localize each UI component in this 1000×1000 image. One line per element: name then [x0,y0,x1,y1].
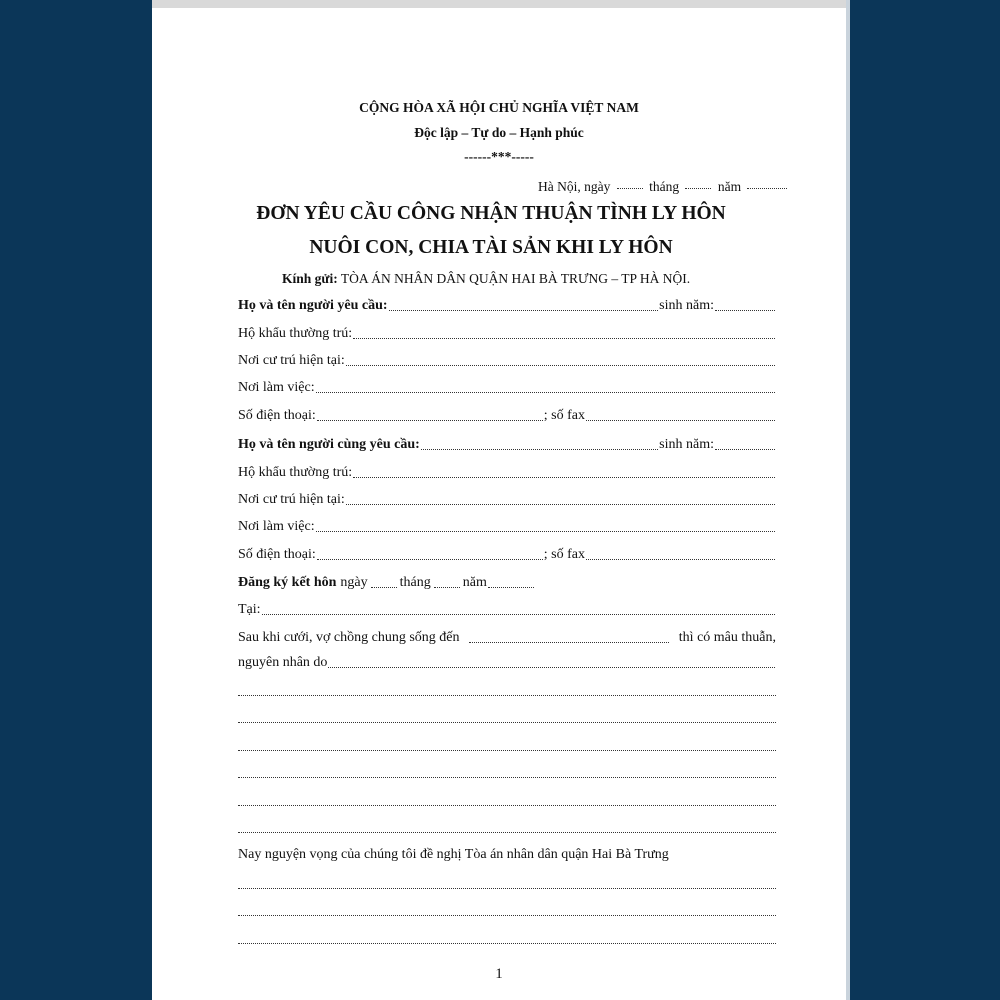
petitioner-birth-label: sinh năm: [659,298,714,313]
co-petitioner-work-label: Nơi làm việc: [238,519,315,534]
petitioner-birth-blank[interactable] [715,310,775,311]
petitioner-current-row [238,353,776,369]
co-petitioner-fax-blank[interactable] [586,559,775,560]
marriage-place-label: Tại: [238,602,261,617]
day-blank[interactable] [617,188,643,189]
marriage-month-blank[interactable] [434,587,460,588]
petitioner-fax-blank[interactable] [586,420,775,421]
petitioner-residence-label: Hộ khẩu thường trú: [238,326,353,341]
document-page [152,0,846,1000]
petitioner-name-label: Họ và tên người yêu cầu: [238,298,388,313]
year-blank[interactable] [747,188,787,189]
marriage-day-label: ngày [340,575,368,590]
place-date-prefix: Hà Nội, ngày [538,179,611,194]
co-petitioner-work-blank[interactable] [316,531,775,532]
month-blank[interactable] [685,188,711,189]
story-reason-row [238,655,776,671]
reason-line[interactable] [238,695,776,696]
request-line[interactable] [238,915,776,916]
page-number: 1 [495,966,503,982]
document-title-line1: ĐƠN YÊU CẦU CÔNG NHẬN THUẬN TÌNH LY HÔN [256,203,726,224]
marriage-label: Đăng ký kết hôn [238,575,337,590]
recipient-value: TÒA ÁN NHÂN DÂN QUẬN HAI BÀ TRƯNG – TP HÀ NỘI. [340,271,691,286]
marriage-place-row [238,602,776,618]
petitioner-work-blank[interactable] [316,392,775,393]
co-petitioner-current-label: Nơi cư trú hiện tại: [238,492,345,507]
co-petitioner-birth-blank[interactable] [715,449,775,450]
reason-line[interactable] [238,750,776,751]
request-text: Nay nguyện vọng của chúng tôi đề nghị Tòa án nhân dân quận Hai Bà Trưng [238,847,669,862]
page-edge [846,0,850,1000]
story-reason-blank[interactable] [328,667,775,668]
story-part3: nguyên nhân do [238,655,328,670]
marriage-row [238,575,535,591]
story-duration-blank[interactable] [469,642,668,643]
story-part1: Sau khi cưới, vợ chồng chung sống đến [238,630,460,645]
co-petitioner-current-blank[interactable] [346,504,775,505]
co-petitioner-residence-label: Hộ khẩu thường trú: [238,465,353,480]
co-petitioner-phone-blank[interactable] [317,559,543,560]
reason-line[interactable] [238,805,776,806]
petitioner-phone-label: Số điện thoại: [238,408,316,423]
place-date [538,179,787,195]
co-petitioner-residence-row [238,465,776,481]
petitioner-current-label: Nơi cư trú hiện tại: [238,353,345,368]
request-line[interactable] [238,943,776,944]
petitioner-work-row [238,380,776,396]
petitioner-name-row [238,298,776,314]
nation-heading: CỘNG HÒA XÃ HỘI CHỦ NGHĨA VIỆT NAM [359,100,639,115]
reason-line[interactable] [238,722,776,723]
story-row [238,630,776,646]
header-separator: ------***----- [464,149,534,164]
document-title-line2: NUÔI CON, CHIA TÀI SẢN KHI LY HÔN [309,237,673,258]
petitioner-fax-label: ; số fax [543,408,585,423]
story-part2: thì có mâu thuẫn, [678,630,776,645]
petitioner-phone-blank[interactable] [317,420,543,421]
petitioner-residence-blank[interactable] [353,338,775,339]
co-petitioner-phone-row [238,547,776,563]
co-petitioner-phone-label: Số điện thoại: [238,547,316,562]
marriage-place-blank[interactable] [262,614,775,615]
marriage-day-blank[interactable] [371,587,397,588]
co-petitioner-name-label: Họ và tên người cùng yêu cầu: [238,437,420,452]
marriage-year-label: năm [462,575,487,590]
recipient-label: Kính gửi: [282,271,338,286]
co-petitioner-residence-blank[interactable] [353,477,775,478]
petitioner-work-label: Nơi làm việc: [238,380,315,395]
co-petitioner-current-row [238,492,776,508]
place-date-month: tháng [649,179,680,194]
marriage-year-blank[interactable] [488,587,534,588]
reason-line[interactable] [238,777,776,778]
petitioner-current-blank[interactable] [346,365,775,366]
petitioner-phone-row [238,408,776,424]
recipient [282,271,690,287]
co-petitioner-work-row [238,519,776,535]
petitioner-name-blank[interactable] [389,310,659,311]
motto: Độc lập – Tự do – Hạnh phúc [414,125,584,140]
place-date-year: năm [717,179,742,194]
co-petitioner-fax-label: ; số fax [543,547,585,562]
co-petitioner-name-row [238,437,776,453]
co-petitioner-birth-label: sinh năm: [659,437,714,452]
reason-line[interactable] [238,832,776,833]
petitioner-residence-row [238,326,776,342]
marriage-month-label: tháng [399,575,431,590]
request-line[interactable] [238,888,776,889]
co-petitioner-name-blank[interactable] [421,449,658,450]
